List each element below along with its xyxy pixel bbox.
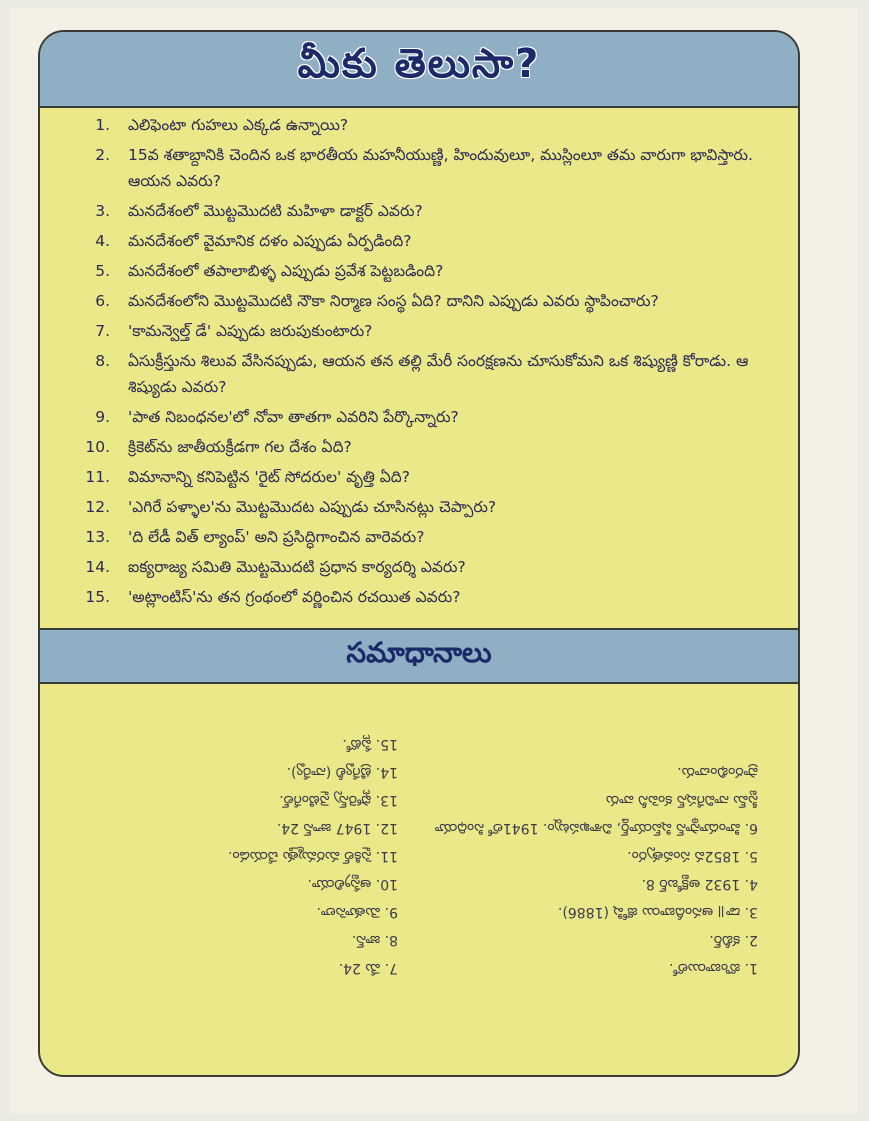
question-text: మనదేశంలోని మొట్టమొదటి నౌకా నిర్మాణ సంస్థ ఏది? దానిని ఎప్పుడు ఎవరు స్థాపించారు? xyxy=(128,292,659,310)
question-number: 12. xyxy=(85,498,110,516)
question-item xyxy=(40,198,798,224)
question-item xyxy=(40,524,798,550)
question-number: 10. xyxy=(85,438,110,456)
answer-item: 11. సైకిల్ మరమ్మత్తు చేయడం. xyxy=(228,848,398,864)
answer-item: 15. ప్లేటో. xyxy=(342,736,398,752)
question-text: మనదేశంలో వైమానిక దళం ఎప్పుడు ఏర్పడింది? xyxy=(128,232,412,250)
question-item xyxy=(40,464,798,490)
question-number: 7. xyxy=(95,322,110,340)
question-text: 'ది లేడీ విత్ ల్యాంప్' అని ప్రసిద్ధిగాంచిన వారెవరు? xyxy=(128,528,425,546)
answer-item: 9. మెతూసెలా. xyxy=(316,904,398,920)
question-number: 1. xyxy=(95,116,110,134)
answer-item: 1. బొంబాయిలో. xyxy=(668,960,758,976)
question-item xyxy=(40,112,798,138)
question-item xyxy=(40,258,798,284)
question-item xyxy=(40,228,798,254)
answer-item: 12. 1947 జూన్ 24. xyxy=(276,820,398,836)
question-item xyxy=(40,348,798,400)
question-item xyxy=(40,434,798,460)
quiz-card xyxy=(38,30,800,1077)
question-text: 'కామన్వెల్త్ డే' ఎప్పుడు జరుపుకుంటారు? xyxy=(128,322,373,340)
question-text: 15వ శతాబ్దానికి చెందిన ఒక భారతీయ మహనీయుణ్ణి, హిందువులూ, ముస్లింలూ తమ వారుగా భావిస్తారు. ఆయన ఎవరు? xyxy=(128,146,753,190)
question-item xyxy=(40,288,798,314)
question-text: 'పాత నిబంధనల'లో నోవా తాతగా ఎవరిని పేర్కొన్నారు? xyxy=(128,408,459,426)
question-number: 5. xyxy=(95,262,110,280)
question-text: క్రికెట్‌ను జాతీయక్రీడగా గల దేశం ఏది? xyxy=(128,438,352,456)
question-number: 4. xyxy=(95,232,110,250)
answer-item: 8. జాన్. xyxy=(351,932,398,948)
question-number: 2. xyxy=(95,146,110,164)
question-list xyxy=(40,112,798,614)
question-number: 15. xyxy=(85,588,110,606)
page xyxy=(10,8,858,1114)
answers-column-right xyxy=(58,730,398,982)
question-text: 'ఎగిరే పళ్ళాల'ను మొట్టమొదట ఎప్పుడు చూసినట్లు చెప్పారు? xyxy=(128,498,497,516)
question-item xyxy=(40,554,798,580)
answer-item: 6. హిందూస్థాన్ షిప్‌యార్డ్, విశాఖపట్నం. 1941లో సింధియా స్టీమ్ నావిగేషన్ కంపెనీ వారు xyxy=(434,792,758,836)
question-text: ఐక్యరాజ్య సమితి మొట్టమొదటి ప్రధాన కార్యదర్శి ఎవరు? xyxy=(128,558,466,576)
answers-band xyxy=(40,628,798,684)
answers-column-left xyxy=(418,758,758,982)
answer-item: 2. కబీర్. xyxy=(709,932,758,948)
question-item xyxy=(40,494,798,520)
page-title: మీకు తెలుసా? xyxy=(297,41,541,87)
question-text: విమానాన్ని కనిపెట్టిన 'రైట్ సోదరుల' వృత్తి ఏది? xyxy=(128,468,410,486)
answer-item: 7. మే 24. xyxy=(338,960,398,976)
question-number: 11. xyxy=(85,468,110,486)
question-number: 14. xyxy=(85,558,110,576)
question-number: 6. xyxy=(95,292,110,310)
answer-item: 5. 1852వ సంవత్సరం. xyxy=(627,848,758,864)
answer-item: ప్రారంభించారు. xyxy=(677,764,758,780)
question-item xyxy=(40,404,798,430)
question-number: 9. xyxy=(95,408,110,426)
question-text: ఎలిఫెంటా గుహలు ఎక్కడ ఉన్నాయి? xyxy=(128,116,349,134)
question-text: 'అట్లాంటిస్'ను తన గ్రంథంలో వర్ణించిన రచయిత ఎవరు? xyxy=(128,588,461,606)
question-text: మనదేశంలో మొట్టమొదటి మహిళా డాక్టర్ ఎవరు? xyxy=(128,202,423,220)
question-number: 8. xyxy=(95,352,110,370)
answer-item: 13. ఫ్లోరెన్స్ నైటింగేల్. xyxy=(279,792,398,808)
question-item xyxy=(40,142,798,194)
question-item xyxy=(40,318,798,344)
answer-item: 14. ట్రిగ్వేలీ (నార్వే). xyxy=(286,764,398,780)
question-text: మనదేశంలో తపాలాబిళ్ళ ఎప్పుడు ప్రవేశ పెట్టబడింది? xyxy=(128,262,444,280)
title-band xyxy=(40,32,798,108)
answer-item: 3. డా॥ ఆనందీబాయి జోషి (1886). xyxy=(557,904,758,920)
question-number: 13. xyxy=(85,528,110,546)
question-number: 3. xyxy=(95,202,110,220)
answers-upside-down xyxy=(40,736,798,982)
answer-item: 4. 1932 అక్టోబర్ 8. xyxy=(641,876,758,892)
question-text: ఏసుక్రీస్తును శిలువ వేసినప్పుడు, ఆయన తన తల్లి మేరీ సంరక్షణను చూసుకోమని ఒక శిష్యుణ్ణి కోరాడు. ఆ శిష్యుడు ఎవరు? xyxy=(128,352,749,396)
answers-title: సమాధానాలు xyxy=(346,636,492,669)
question-item xyxy=(40,584,798,610)
answer-item: 10. ఆస్ట్రేలియా. xyxy=(307,876,398,892)
